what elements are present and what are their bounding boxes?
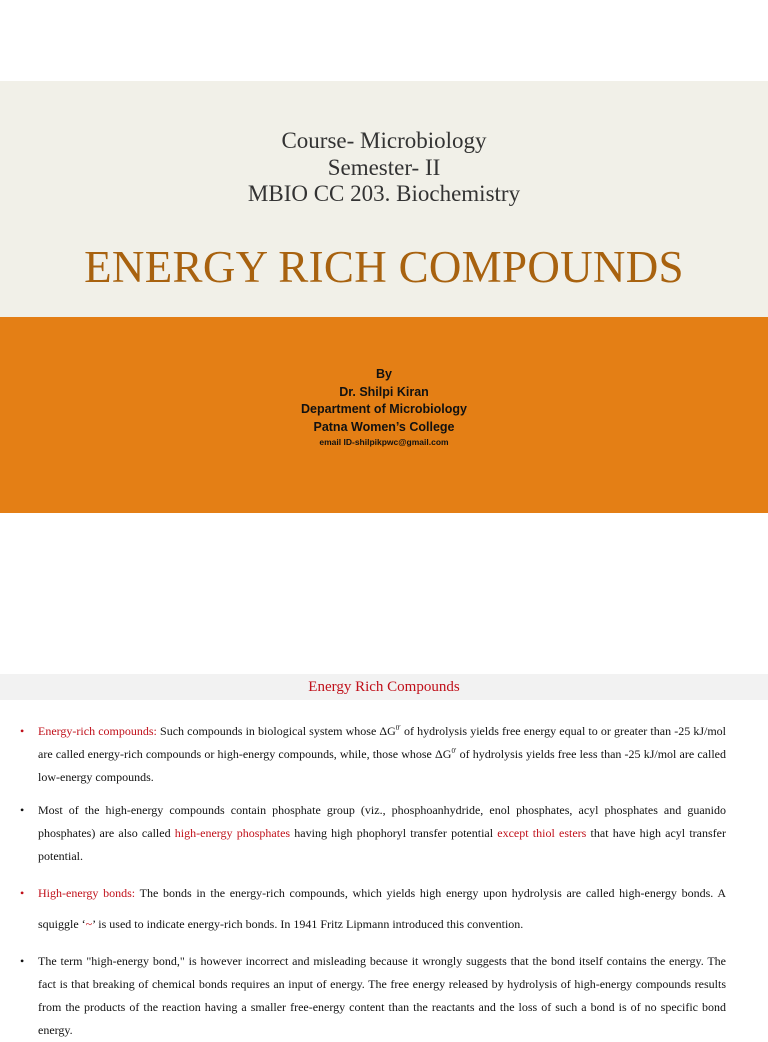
course-line: Course- Microbiology [281, 128, 487, 153]
superscript: 0′ [451, 747, 457, 755]
bullet-marker: • [20, 954, 25, 968]
bullet-text: of hydrolysis yields free energy equal to or greater than -25 kJ/mol are called energy-rich compounds or high-energy compounds, while, those whose ΔG [38, 724, 726, 761]
author-info [0, 366, 768, 448]
bullet-marker: • [20, 724, 25, 738]
superscript: 0′ [395, 724, 401, 732]
bullet-text: The term "high-energy bond," is however incorrect and misleading because it wrongly suggests that the bond itself contains the energy. The fact is that breaking of chemical bonds requires an input of energy. The free energy released by hydrolysis of high-energy compounds results from the products of the reaction having a smaller free-energy content than the reactants and the loss of such a bond is of no specific bond energy. [38, 954, 726, 1037]
list-item [20, 799, 726, 868]
list-item [20, 878, 726, 940]
semester-line: Semester- II [327, 154, 441, 180]
squiggle-symbol: ~ [85, 917, 93, 931]
bullet-marker: • [20, 803, 25, 817]
highlight-text: except thiol esters [497, 826, 587, 840]
bullet-text: Most of the high-energy compounds contain phosphate group (viz., phosphoanhydride, enol phosphates, acyl phosphates and guanido phosphates) are also called [38, 803, 726, 840]
bullet-text: Such compounds in biological system whose ΔG [156, 724, 396, 738]
list-item [20, 720, 726, 789]
bullet-list [20, 720, 726, 1042]
author-email: email ID-shilpikpwc@gmail.com [319, 437, 449, 447]
bullet-text: of hydrolysis yields free less than -25 kJ/mol are called low-energy compounds. [38, 747, 726, 784]
bullet-text: The bonds in the energy-rich compounds, which yields high energy upon hydrolysis are called high-energy bonds. A squiggle ‘ [38, 886, 726, 931]
bullet-text: having high phophoryl transfer potential [290, 826, 498, 840]
author-department: Department of Microbiology [301, 402, 467, 416]
bullet-marker: • [20, 886, 25, 900]
author-name: Dr. Shilpi Kiran [339, 384, 429, 399]
paper-code-line: MBIO CC 203. Biochemistry [247, 181, 521, 206]
bullet-text: ’ is used to indicate energy-rich bonds. In 1941 Fritz Lipmann introduced this convention. [92, 917, 524, 931]
list-item [20, 950, 726, 1042]
course-info [0, 128, 768, 208]
section-title: Energy Rich Compounds [308, 679, 460, 695]
author-college: Patna Women’s College [313, 419, 455, 434]
term-label: High-energy bonds: [38, 886, 136, 900]
slide-title: ENERGY RICH COMPOUNDS [84, 242, 684, 292]
term-label: Energy-rich compounds: [38, 724, 157, 738]
author-by: By [376, 367, 392, 381]
highlight-text: high-energy phosphates [174, 826, 291, 840]
bullet-text: that have high acyl transfer potential. [38, 826, 726, 863]
